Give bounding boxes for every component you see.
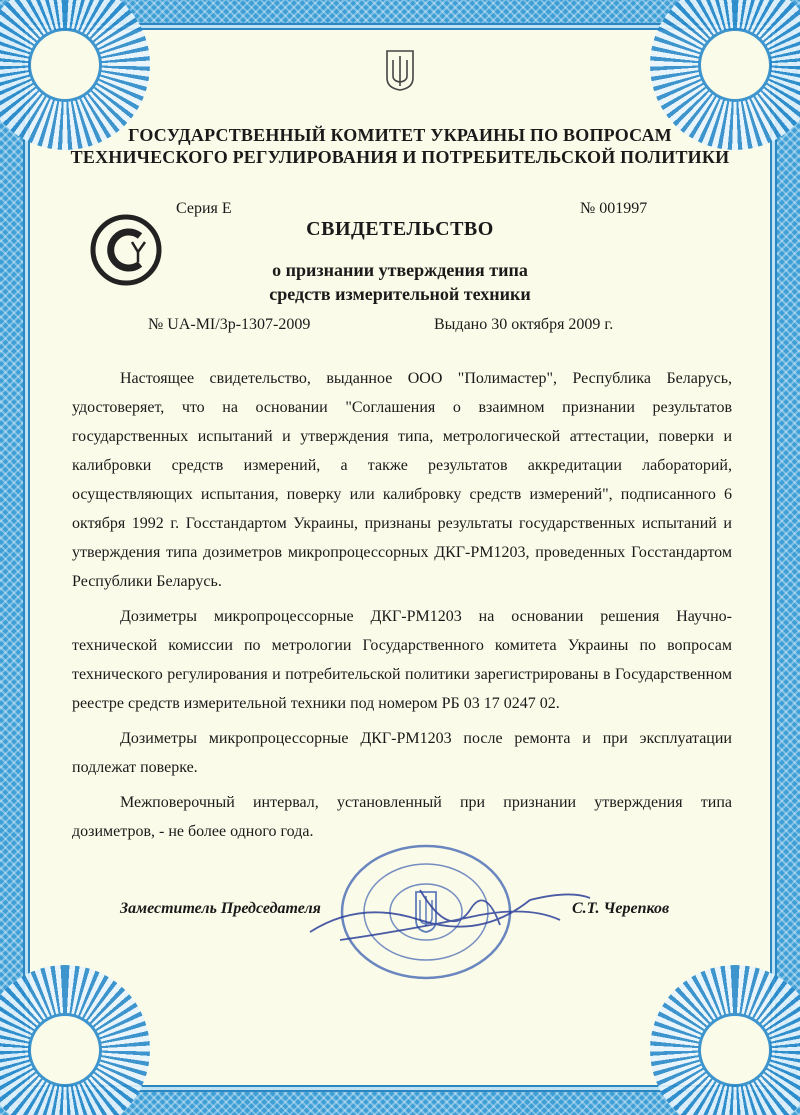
body-paragraph-4: Межповерочный интервал, установленный при признании утверждения типа дозиметров, - не более одного года. (72, 794, 732, 840)
body-paragraph-3: Дозиметры микропроцессорные ДКГ-РМ1203 после ремонта и при эксплуатации подлежат поверке. (72, 730, 732, 776)
registration-number: № UA-MI/3р-1307-2009 (148, 316, 311, 333)
subtitle-line-1: о признании утверждения типа (272, 260, 528, 280)
series-label: Серия Е (176, 200, 232, 217)
body-paragraph-1: Настоящее свидетельство, выданное ООО "Полимастер", Республика Беларусь, удостоверяет, что на основании "Соглашения о взаимном признании результатов государственных испытаний и утверждения типа, метрологической аттестации, поверки и калибровки средств измерений, а также результатов аккредитации лабораторий, осуществляющих испытания, поверку или калибровку средств измерений", подписанного 6 октября 1992 г. Госстандартом Украины, признаны результаты государственных испытаний и утверждения типа дозиметров микропроцессорных ДКГ-РМ1203, проведенных Госстандартом Республики Беларусь. (72, 370, 732, 590)
header-line-2: ТЕХНИЧЕСКОГО РЕГУЛИРОВАНИЯ И ПОТРЕБИТЕЛЬСКОЙ ПОЛИТИКИ (70, 147, 730, 167)
signatory-role: Заместитель Председателя (120, 900, 321, 917)
trident-emblem-icon (384, 48, 416, 92)
conformity-mark-icon (90, 214, 162, 286)
body-paragraph-2: Дозиметры микропроцессорные ДКГ-РМ1203 на основании решения Научно-технической комиссии по метрологии Государственного комитета Украины по вопросам технического регулирования и потребительской политики зарегистрированы в Государственном реестре средств измерительной техники под номером РБ 03 17 0247 02. (72, 608, 732, 712)
issue-date: Выдано 30 октября 2009 г. (434, 316, 614, 333)
certificate-body (72, 364, 732, 852)
document-subtitle (200, 258, 600, 306)
issuing-authority-header (60, 124, 740, 168)
subtitle-line-2: средств измерительной техники (269, 284, 531, 304)
certificate-number: № 001997 (580, 200, 648, 217)
handwritten-signature (300, 870, 600, 960)
header-line-1: ГОСУДАРСТВЕННЫЙ КОМИТЕТ УКРАИНЫ ПО ВОПРОСАМ (128, 125, 672, 145)
document-title: СВИДЕТЕЛЬСТВО (306, 218, 494, 240)
signatory-name: С.Т. Черепков (572, 900, 670, 917)
